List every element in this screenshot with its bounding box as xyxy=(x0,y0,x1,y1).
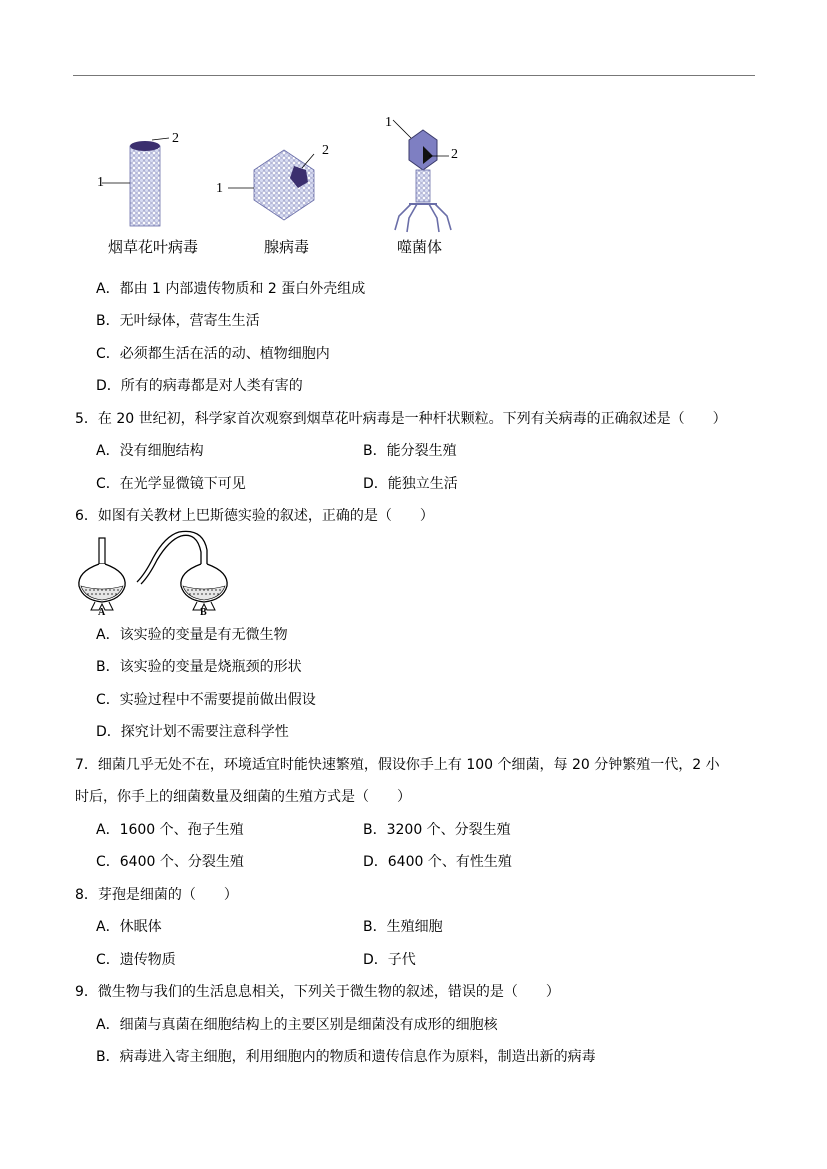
q4-option-c: C．必须都生活在活的动、植物细胞内 xyxy=(96,346,330,362)
q5-option-c: C．在光学显微镜下可见 xyxy=(96,476,246,492)
phage-callout-1: 1 xyxy=(385,115,392,130)
tmv-callout-2: 2 xyxy=(172,131,179,146)
tmv-callout-1: 1 xyxy=(97,175,104,190)
q7-option-c: C．6400 个、分裂生殖 xyxy=(96,854,244,870)
q7-stem-line1: 7．细菌几乎无处不在，环境适宜时能快速繁殖，假设你手上有 100 个细菌，每 20 分钟繁殖一代，2 小 xyxy=(75,757,720,773)
q7-option-d: D．6400 个、有性生殖 xyxy=(363,854,512,870)
q7-stem-line2: 时后，你手上的细菌数量及细菌的生殖方式是（ ） xyxy=(75,789,411,805)
q4-option-d: D．所有的病毒都是对人类有害的 xyxy=(96,378,303,394)
caption-tmv: 烟草花叶病毒 xyxy=(108,238,199,256)
q8-option-a: A．休眠体 xyxy=(96,919,162,935)
q6-option-d: D．探究计划不需要注意科学性 xyxy=(96,724,289,740)
flask-label-a: A xyxy=(98,607,106,618)
q4-option-a: A．都由 1 内部遗传物质和 2 蛋白外壳组成 xyxy=(96,281,366,297)
q8-option-b: B．生殖细胞 xyxy=(363,919,443,935)
q6-option-c: C．实验过程中不需要提前做出假设 xyxy=(96,692,316,708)
q5-option-a: A．没有细胞结构 xyxy=(96,443,204,459)
q9-option-a: A．细菌与真菌在细胞结构上的主要区别是细菌没有成形的细胞核 xyxy=(96,1017,498,1033)
pasteur-flask-figure xyxy=(73,530,243,620)
q7-option-b: B．3200 个、分裂生殖 xyxy=(363,822,511,838)
q8-option-c: C．遗传物质 xyxy=(96,952,176,968)
q4-option-b: B．无叶绿体，营寄生生活 xyxy=(96,313,260,329)
q9-option-b: B．病毒进入寄主细胞，利用细胞内的物质和遗传信息作为原料，制造出新的病毒 xyxy=(96,1049,596,1065)
q6-option-b: B．该实验的变量是烧瓶颈的形状 xyxy=(96,659,302,675)
q8-option-d: D．子代 xyxy=(363,952,416,968)
adenovirus-illustration xyxy=(214,108,334,233)
q5-option-b: B．能分裂生殖 xyxy=(363,443,457,459)
adeno-callout-2: 2 xyxy=(322,143,329,158)
tobacco-mosaic-virus-illustration xyxy=(94,108,204,233)
virus-figure xyxy=(94,108,474,258)
adeno-callout-1: 1 xyxy=(216,181,223,196)
header-rule xyxy=(73,75,755,76)
q8-stem: 8．芽孢是细菌的（ ） xyxy=(75,887,238,903)
caption-bacteriophage: 噬菌体 xyxy=(397,238,443,256)
caption-adenovirus: 腺病毒 xyxy=(264,238,310,256)
bacteriophage-illustration xyxy=(379,108,474,233)
phage-callout-2: 2 xyxy=(451,147,458,162)
q6-option-a: A．该实验的变量是有无微生物 xyxy=(96,627,288,643)
flask-label-b: B xyxy=(200,607,207,618)
q7-option-a: A．1600 个、孢子生殖 xyxy=(96,822,244,838)
q5-option-d: D．能独立生活 xyxy=(363,476,458,492)
q6-stem: 6．如图有关教材上巴斯德实验的叙述，正确的是（ ） xyxy=(75,508,434,524)
q9-stem: 9．微生物与我们的生活息息相关，下列关于微生物的叙述，错误的是（ ） xyxy=(75,984,560,1000)
q5-stem: 5．在 20 世纪初，科学家首次观察到烟草花叶病毒是一种杆状颗粒。下列有关病毒的正确叙述是（ ） xyxy=(75,411,727,427)
